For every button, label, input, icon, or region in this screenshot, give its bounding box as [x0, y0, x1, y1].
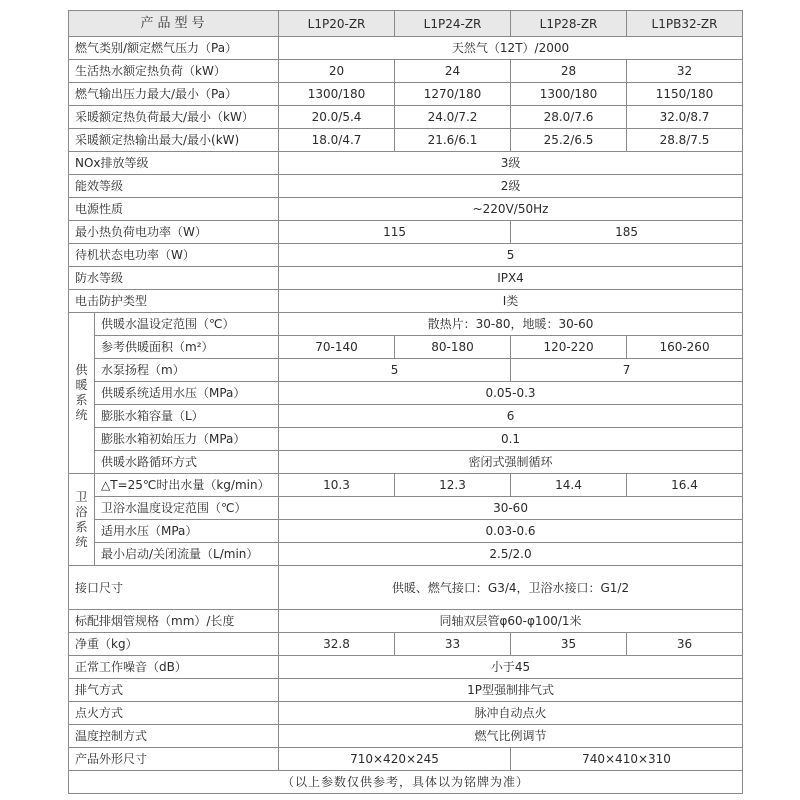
group-label-char: 供: [75, 363, 88, 377]
spec-row: [69, 566, 743, 610]
spec-table: [68, 10, 743, 794]
spec-value: 25.2/6.5: [511, 129, 627, 152]
spec-row: [69, 83, 743, 106]
spec-row: [69, 198, 743, 221]
spec-value: 1270/180: [395, 83, 511, 106]
spec-label: 卫浴水温度设定范围（℃）: [95, 497, 279, 520]
spec-label: 防水等级: [69, 267, 279, 290]
spec-value: 185: [511, 221, 743, 244]
spec-value: 115: [279, 221, 511, 244]
spec-value: 740×410×310: [511, 748, 743, 771]
spec-row: [69, 359, 743, 382]
spec-value: 3级: [279, 152, 743, 175]
spec-value: 18.0/4.7: [279, 129, 395, 152]
spec-value: 120-220: [511, 336, 627, 359]
spec-label: 供暖系统适用水压（MPa）: [95, 382, 279, 405]
heating-group-label: [69, 313, 95, 474]
spec-value: 5: [279, 359, 511, 382]
spec-label: 最小热负荷电功率（W）: [69, 221, 279, 244]
spec-row: [69, 405, 743, 428]
spec-label: 膨胀水箱容量（L）: [95, 405, 279, 428]
spec-value: 10.3: [279, 474, 395, 497]
spec-value: 1300/180: [279, 83, 395, 106]
spec-value: I类: [279, 290, 743, 313]
spec-value: 天然气（12T）/2000: [279, 37, 743, 60]
spec-label: 采暖额定热输出最大/最小(kW): [69, 129, 279, 152]
spec-value: 12.3: [395, 474, 511, 497]
spec-label: 电源性质: [69, 198, 279, 221]
spec-value: 70-140: [279, 336, 395, 359]
spec-label: 标配排烟管规格（mm）/长度: [69, 610, 279, 633]
spec-label: 采暖额定热负荷最大/最小（kW）: [69, 106, 279, 129]
spec-label: 待机状态电功率（W）: [69, 244, 279, 267]
spec-row: [69, 336, 743, 359]
spec-label: 排气方式: [69, 679, 279, 702]
spec-label: NOx排放等级: [69, 152, 279, 175]
spec-row: [69, 497, 743, 520]
group-label-char: 系: [75, 393, 88, 407]
spec-value: 160-260: [627, 336, 743, 359]
spec-row: [69, 175, 743, 198]
spec-label: 能效等级: [69, 175, 279, 198]
spec-value: 30-60: [279, 497, 743, 520]
spec-label: 接口尺寸: [69, 566, 279, 610]
model-name: L1P24-ZR: [395, 11, 511, 37]
spec-label: 产品外形尺寸: [69, 748, 279, 771]
header-title: 产品型号: [69, 11, 279, 37]
spec-value: IPX4: [279, 267, 743, 290]
footnote-row: [69, 771, 743, 794]
spec-label: 燃气类别/额定燃气压力（Pa）: [69, 37, 279, 60]
spec-label: 最小启动/关闭流量（L/min）: [95, 543, 279, 566]
spec-value: 0.05-0.3: [279, 382, 743, 405]
spec-value: 35: [511, 633, 627, 656]
spec-row: [69, 474, 743, 497]
spec-value: 2.5/2.0: [279, 543, 743, 566]
spec-value: 32.8: [279, 633, 395, 656]
spec-row: [69, 313, 743, 336]
spec-value: 36: [627, 633, 743, 656]
spec-value: 散热片：30-80，地暖：30-60: [279, 313, 743, 336]
model-name: L1PB32-ZR: [627, 11, 743, 37]
group-label-char: 暖: [75, 378, 88, 392]
group-label-char: 统: [75, 408, 88, 422]
spec-row: [69, 610, 743, 633]
spec-value: 32.0/8.7: [627, 106, 743, 129]
spec-value: 16.4: [627, 474, 743, 497]
spec-label: 生活热水额定热负荷（kW）: [69, 60, 279, 83]
spec-label: 燃气输出压力最大/最小（Pa）: [69, 83, 279, 106]
spec-row: [69, 748, 743, 771]
spec-row: [69, 520, 743, 543]
spec-table-body: [69, 11, 743, 794]
spec-row: [69, 702, 743, 725]
spec-value: 供暖、燃气接口：G3/4，卫浴水接口：G1/2: [279, 566, 743, 610]
spec-value: 脉冲自动点火: [279, 702, 743, 725]
spec-value: 燃气比例调节: [279, 725, 743, 748]
spec-value: 2级: [279, 175, 743, 198]
spec-value: 21.6/6.1: [395, 129, 511, 152]
spec-label: 净重（kg）: [69, 633, 279, 656]
spec-label: 温度控制方式: [69, 725, 279, 748]
spec-row: [69, 60, 743, 83]
spec-label: 参考供暖面积（m²）: [95, 336, 279, 359]
spec-value: 28.0/7.6: [511, 106, 627, 129]
spec-row: [69, 633, 743, 656]
header-row: [69, 11, 743, 37]
spec-label: 供暖水温设定范围（℃）: [95, 313, 279, 336]
spec-value: 0.1: [279, 428, 743, 451]
model-name: L1P28-ZR: [511, 11, 627, 37]
spec-value: 小于45: [279, 656, 743, 679]
spec-row: [69, 543, 743, 566]
spec-value: 14.4: [511, 474, 627, 497]
spec-label: 水泵扬程（m）: [95, 359, 279, 382]
spec-row: [69, 290, 743, 313]
spec-row: [69, 37, 743, 60]
spec-value: 6: [279, 405, 743, 428]
spec-value: 20: [279, 60, 395, 83]
spec-value: 密闭式强制循环: [279, 451, 743, 474]
spec-label: 点火方式: [69, 702, 279, 725]
spec-row: [69, 244, 743, 267]
spec-value: 24.0/7.2: [395, 106, 511, 129]
spec-value: 同轴双层管φ60-φ100/1米: [279, 610, 743, 633]
spec-row: [69, 267, 743, 290]
spec-value: 24: [395, 60, 511, 83]
group-label-char: 浴: [75, 504, 88, 519]
group-label-char: 系: [75, 519, 88, 534]
spec-row: [69, 428, 743, 451]
spec-value: 1150/180: [627, 83, 743, 106]
spec-row: [69, 106, 743, 129]
spec-row: [69, 451, 743, 474]
model-name: L1P20-ZR: [279, 11, 395, 37]
spec-row: [69, 382, 743, 405]
group-label-char: 卫: [75, 489, 88, 504]
spec-value: 20.0/5.4: [279, 106, 395, 129]
spec-value: 33: [395, 633, 511, 656]
spec-label: 正常工作噪音（dB）: [69, 656, 279, 679]
spec-row: [69, 656, 743, 679]
spec-value: 710×420×245: [279, 748, 511, 771]
spec-value: 28.8/7.5: [627, 129, 743, 152]
spec-value: 0.03-0.6: [279, 520, 743, 543]
bathroom-group-label: [69, 474, 95, 566]
spec-row: [69, 152, 743, 175]
spec-value: 80-180: [395, 336, 511, 359]
spec-row: [69, 129, 743, 152]
spec-label: 供暖水路循环方式: [95, 451, 279, 474]
spec-label: 膨胀水箱初始压力（MPa）: [95, 428, 279, 451]
spec-row: [69, 221, 743, 244]
spec-value: 5: [279, 244, 743, 267]
spec-value: 32: [627, 60, 743, 83]
spec-value: 1300/180: [511, 83, 627, 106]
group-label-char: 统: [75, 534, 88, 549]
footnote: （以上参数仅供参考，具体以为铭牌为准）: [69, 771, 743, 794]
spec-label: 电击防护类型: [69, 290, 279, 313]
spec-value: 28: [511, 60, 627, 83]
spec-label: 适用水压（MPa）: [95, 520, 279, 543]
spec-value: ~220V/50Hz: [279, 198, 743, 221]
spec-row: [69, 725, 743, 748]
spec-value: 1P型强制排气式: [279, 679, 743, 702]
spec-value: 7: [511, 359, 743, 382]
spec-row: [69, 679, 743, 702]
spec-label: △T=25℃时出水量（kg/min）: [95, 474, 279, 497]
